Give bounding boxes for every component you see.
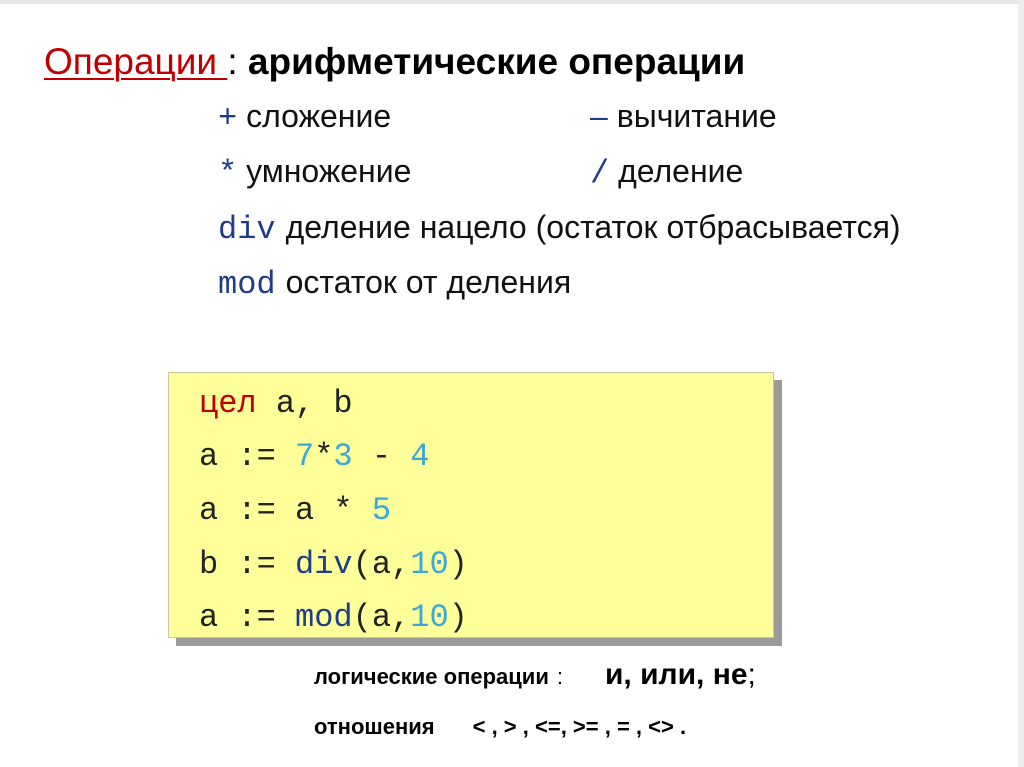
code-text: ) — [448, 599, 468, 636]
code-operator: - — [352, 438, 411, 475]
code-text: a := — [199, 599, 296, 636]
code-number: 3 — [333, 438, 353, 475]
relations-label: отношения — [314, 714, 435, 739]
code-text: a, b — [256, 385, 353, 422]
op-text: сложение — [246, 98, 392, 134]
relations-line — [314, 714, 686, 740]
op-symbol: * — [218, 155, 238, 192]
code-text: (a, — [352, 599, 411, 636]
code-number: 10 — [410, 599, 449, 636]
logical-operations-label: логические операции — [314, 664, 549, 689]
op-text: умножение — [246, 153, 412, 189]
slide-top-edge — [0, 0, 1024, 4]
op-symbol: div — [218, 211, 276, 248]
code-line-2 — [199, 438, 429, 476]
code-function: div — [295, 546, 353, 583]
op-text: вычитание — [616, 98, 777, 134]
title-link[interactable]: Операции — [44, 41, 228, 82]
slide-right-edge — [1018, 0, 1024, 767]
op-symbol: + — [218, 100, 238, 137]
code-line-5 — [199, 599, 468, 637]
op-symbol: mod — [218, 266, 276, 303]
code-keyword: цел — [199, 385, 257, 422]
relations-values: < , > , <=, >= , = , <> . — [472, 714, 687, 739]
op-addition — [218, 97, 391, 138]
op-division — [590, 152, 743, 193]
code-line-1 — [199, 385, 353, 423]
op-mod — [218, 263, 571, 304]
code-text: a := — [199, 438, 296, 475]
op-subtraction — [590, 97, 777, 135]
code-number: 10 — [410, 546, 449, 583]
logical-operations-semicolon: ; — [747, 658, 756, 691]
logical-operations-values: и, или, не — [604, 658, 748, 691]
code-text: b := — [199, 546, 296, 583]
code-text: (a, — [352, 546, 411, 583]
logical-operations-line — [314, 658, 756, 692]
op-text: деление — [618, 153, 744, 189]
code-operator: * — [314, 438, 334, 475]
code-box — [168, 372, 774, 638]
title-separator: : — [227, 41, 248, 82]
code-number: 4 — [410, 438, 430, 475]
code-function: mod — [295, 599, 353, 636]
op-text: остаток от деления — [285, 264, 572, 300]
op-symbol: – — [590, 98, 608, 134]
code-text: a := a * — [199, 492, 372, 529]
code-text: ) — [448, 546, 468, 583]
op-symbol: / — [590, 155, 610, 192]
slide-title — [44, 40, 745, 84]
op-div — [218, 208, 901, 249]
code-line-4 — [199, 546, 468, 584]
op-text: деление нацело (остаток отбрасывается) — [285, 209, 901, 245]
title-text: арифметические операции — [247, 41, 746, 82]
logical-operations-colon: : — [556, 664, 563, 689]
op-multiplication — [218, 152, 411, 193]
code-line-3 — [199, 492, 391, 530]
code-number: 7 — [295, 438, 315, 475]
code-number: 5 — [371, 492, 392, 529]
